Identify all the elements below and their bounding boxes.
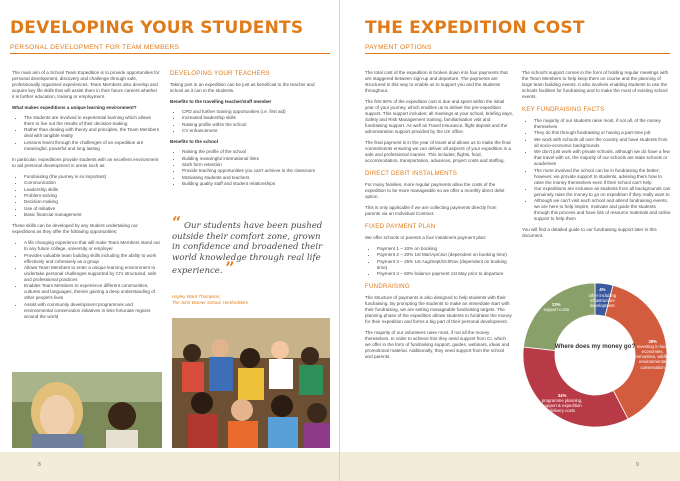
list-item: • Rather than dealing with theory and principles, the Team Members deal with tangible reality <box>24 127 160 139</box>
school-list <box>170 149 326 187</box>
list-item: • Raising the profile of the school <box>182 149 326 155</box>
list-item: • They do this through fundraising or having a part-time job <box>534 130 672 136</box>
fixed-plan-intro: We offer schools or parents a four instalment payment plan: <box>365 235 487 240</box>
fundraising-text: The structure of payments is also designed to help students with their fundraising. By prompting the students to make an immediate start with their fundraising, we are setting manageable fundraising targets. The planning phase of the expedition allows students to fundraise the money for their expedition and forms a big part of their personal development. <box>365 295 512 325</box>
list-item: • Provides valuable team building skills including the ability to work effectively and cohesively as a group <box>24 253 160 265</box>
donut-slice-label <box>540 393 584 414</box>
subtitle-rule <box>10 53 330 54</box>
facts-list <box>522 118 672 222</box>
list-item: • Building quality staff and student relationships <box>182 181 326 187</box>
direct-debit-heading: DIRECT DEBIT INSTALMENTS <box>365 170 458 177</box>
page-title: THE EXPEDITION COST <box>365 18 585 38</box>
unique-heading: What makes expeditions a unique learning environment? <box>12 105 137 110</box>
list-item: • Use of initiative <box>24 206 160 212</box>
list-item: • Decision-making <box>24 199 160 205</box>
testimonial-quote <box>172 213 330 277</box>
list-item: • The more involved the school can be in fundraising the better; however, we provide support to students, advising them how to raise the money themselves even if their school can't help <box>534 168 672 186</box>
donut-slice-label <box>580 287 624 308</box>
list-item: • Although we can't visit each school and attend fundraising events, we are here to help inspire, motivate and guide the students through this process and have lots of resource materials and online support to help them <box>534 198 672 222</box>
opportunities-intro: These skills can be developed by any student undertaking our expeditions as they offer the following opportunities: <box>12 223 138 235</box>
donut-slice <box>523 347 628 427</box>
slice-description: Investing in local economies, communities, wildlife & environmental conservation <box>630 343 675 370</box>
list-item: • Our expeditions are inclusive as students from all backgrounds can genuinely raise the money to go on expedition if they really want to <box>534 186 672 198</box>
direct-debit-text: For many families, more regular payments allow the costs of the expedition to be more manageable so we offer a monthly direct debit option. <box>365 182 505 199</box>
slice-description: other including infrastructure development <box>588 292 617 309</box>
right-column-1 <box>365 70 513 365</box>
list-item: • Raising profile within the school <box>182 122 326 128</box>
close-quote-mark: ” <box>225 258 235 277</box>
list-item: • Provide teaching opportunities you can't achieve in the classroom <box>182 168 326 174</box>
page-number: 9 <box>636 462 639 468</box>
list-item: • CPD and further training opportunities (i.e. first aid) <box>182 109 326 115</box>
cost-paragraph: The final payment is in the year of travel and allows us to make the final commitments ensuring we can deliver all aspects of your expedition in a safe and professional manner. This includes; flights, food, accommodation, transportation, advances, project costs and staffing. <box>365 140 512 163</box>
teacher-photo <box>12 372 162 448</box>
opportunities-list <box>12 240 160 320</box>
facts-heading: KEY FUNDRAISING FACTS <box>522 106 605 113</box>
school-support-text: The school's support comes in the form of holding regular meetings with the Team Members to help keep them on course and the planning of large team building events. It also involves enabling students to use the schools facilities for fundraising and to make the most of existing school events. <box>522 70 669 99</box>
list-item: • Payment 2 – 20% 1st Mar/Apr/Jun (dependent on booking time) <box>377 252 513 258</box>
list-item: • The majority of our students raise most, if not all, of the money themselves <box>534 118 672 130</box>
skills-intro: In particular, expeditions provide students with an excellent environment to aid personal development in areas such as: <box>12 156 159 168</box>
list-item: • We don't just work with private schools, although we do have a few that travel with us, the majority of our schools are state schools or academies <box>534 149 672 167</box>
fixed-plan-heading: FIXED PAYMENT PLAN <box>365 223 436 230</box>
skills-list <box>12 174 160 218</box>
direct-debit-text: This is only applicable if we are collecting payments directly from parents via an Individual Contract. <box>365 205 497 216</box>
list-item: • Allows Team Members to enter a unique learning environment to undertake personal challenges supported by CI's structured, safe and professional practices <box>24 265 160 283</box>
quote-attribution <box>172 294 322 305</box>
intro-text: The main aim of a School Team Expedition is to provide opportunities for personal development, discovery and challenge through safe, professionally organised experiences. Team Members also develop and acquire key life skills that will assist them in their future careers whether it is further education, training or employment. <box>12 70 160 99</box>
list-item: • CV enhancement <box>182 128 326 134</box>
list-item: • A life changing experience that will make Team Members stand out to any future college, university or employer <box>24 240 160 252</box>
slice-percent: 34% <box>557 392 567 398</box>
slice-percent: 4% <box>599 287 606 293</box>
chart-title: Where does my money go? <box>554 343 636 350</box>
list-item: • Communication <box>24 180 160 186</box>
page-subtitle: PAYMENT OPTIONS <box>365 44 432 51</box>
right-column-2 <box>522 70 672 244</box>
donut-slice-label <box>534 302 578 312</box>
list-item: • The students are involved in experiential learning which allows them to live out the results of their decision-making <box>24 115 160 127</box>
list-item: • We work with schools all over the country and have students from all socio-economic backgrounds <box>534 137 672 149</box>
teachers-heading: DEVELOPING YOUR TEACHERS <box>170 70 270 77</box>
page-title: DEVELOPING YOUR STUDENTS <box>10 18 304 38</box>
open-quote-mark: “ <box>172 213 182 232</box>
guide-note: You will find a detailed guide to our fundraising support later in this document. <box>522 227 657 239</box>
page-subtitle: PERSONAL DEVELOPMENT FOR TEAM MEMBERS <box>10 44 180 51</box>
cost-paragraph: The total cost of the expedition is broken down into four payments that are staggered between sign-up and departure. The payments are structured in this way to enable us to support you and the students throughout. <box>365 70 508 93</box>
attribution-name: Hayley Ward-Thompson, <box>172 294 221 299</box>
students-photo-image <box>172 318 330 448</box>
list-item: • Fundraising (the journey is so important) <box>24 174 160 180</box>
list-item: • Payment 4 – 50% balance payment 1st May prior to departure <box>377 271 513 277</box>
slice-percent: 38% <box>648 338 657 344</box>
list-item: • Lessons learnt through the challenges of an expedition are meaningful, powerful and long lasting <box>24 140 160 152</box>
list-item: • Increased leadership skills <box>182 115 326 121</box>
attribution-school: The John Warner School, Hertfordshire <box>172 299 249 305</box>
list-item: • Sixth form retention <box>182 162 326 168</box>
slice-description: support costs <box>543 306 570 312</box>
list-item: • Building meaningful international links <box>182 156 326 162</box>
staff-heading: Benefits to the travelling teacher/staff member <box>170 99 272 104</box>
page-footer <box>0 452 340 481</box>
payment-list <box>365 246 513 277</box>
list-item: • Leadership skills <box>24 187 160 193</box>
list-item: • Motivating students and teachers <box>182 175 326 181</box>
list-item: • Basic financial management <box>24 212 160 218</box>
unique-list <box>12 115 160 152</box>
left-column-1 <box>12 70 160 325</box>
students-photo <box>172 318 330 448</box>
list-item: • Assist with community development programmes and environmental conservation initiatives in less fortunate regions around the world <box>24 302 160 320</box>
list-item: • Payment 3 – 25% 1st Aug/Sept/Oct/Nov (dependent on booking time) <box>377 259 513 271</box>
page-footer <box>340 452 680 481</box>
teacher-photo-image <box>12 372 162 448</box>
fundraising-heading: FUNDRAISING <box>365 283 410 291</box>
staff-list <box>170 109 326 134</box>
slice-description: programme planning, support & expedition delivery costs <box>541 397 583 414</box>
page-number: 8 <box>38 462 41 468</box>
list-item: • Payment 1 – 10% on booking <box>377 246 513 252</box>
slice-percent: 23% <box>552 301 561 307</box>
school-heading: Benefits to the school <box>170 139 218 145</box>
subtitle-rule <box>365 53 670 54</box>
fundraising-text: The majority of our volunteers raise most, if not all the money themselves. In order to achieve this they need support from CI, which we offer in the form of fundraising support, guides, webinars, ideas and promotional material. Additionally, they need support from the school and parents. <box>365 330 510 360</box>
list-item: • Enables Team Members to experience different communities, cultures and languages, therein gaining a deep understanding of other people's lives <box>24 283 160 301</box>
list-item: • Problem-solving <box>24 193 160 199</box>
left-column-2 <box>170 64 326 192</box>
teachers-intro: Taking part in an expedition can be just as beneficial to the teacher and school as it can to the students. <box>170 82 315 93</box>
cost-paragraph: The first 90% of the expedition cost is due and spent within the initial year of your journey, which enables us to deliver the pre-expedition support. This support includes; all meetings at your school, briefing days, Safety and Risk Management training, familiarisation visit and fundraising support. As well as Travel Insurance, flight deposit and the administration support provided by the UK office. <box>365 99 514 134</box>
quote-text: Our students have been pushed outside their comfort zone, grown in confidence and broadened their world knowledge through real life experience. <box>172 221 323 276</box>
